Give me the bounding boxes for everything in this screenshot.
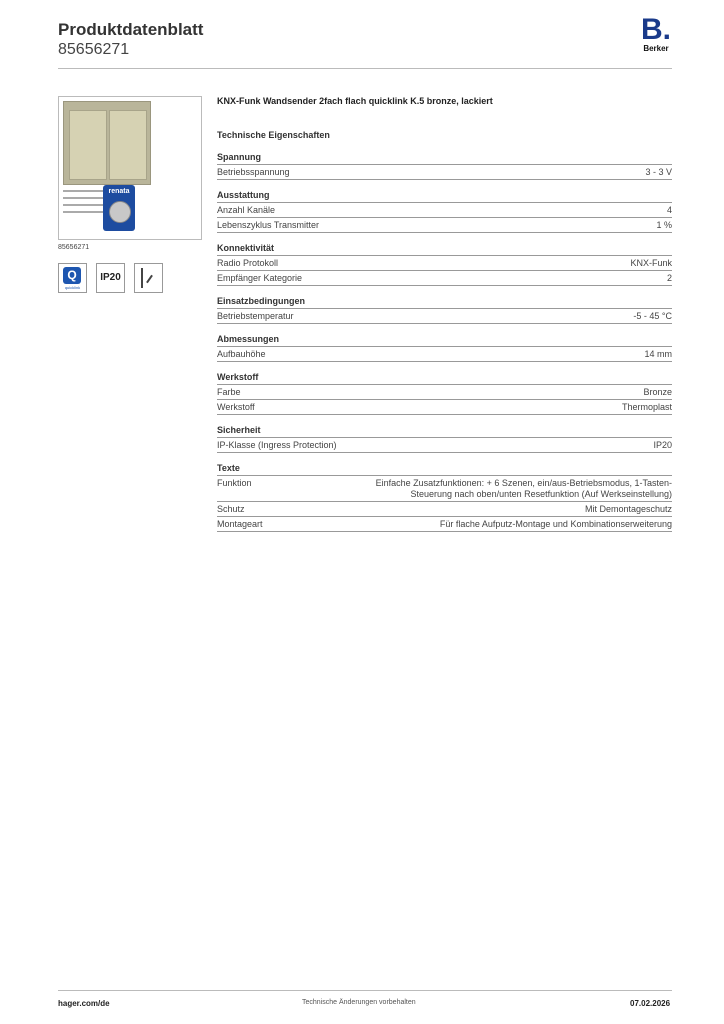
footer-date: 07.02.2026 [630, 999, 671, 1008]
header-divider [58, 68, 672, 69]
property-value: 1 % [656, 220, 672, 230]
battery-brand: renata [108, 188, 130, 195]
property-value: Für flache Aufputz-Montage und Kombinationserweiterung [439, 519, 672, 529]
product-title: KNX-Funk Wandsender 2fach flach quicklink K.5 bronze, lackiert [217, 96, 493, 106]
group-title: Sicherheit [217, 425, 672, 438]
property-value: IP20 [653, 440, 672, 450]
property-row [217, 203, 672, 218]
footer-disclaimer: Technische Änderungen vorbehalten [302, 999, 416, 1006]
property-label: Aufbauhöhe [217, 349, 266, 359]
document-title: Produktdatenblatt [58, 20, 204, 39]
logo-mark: B. [641, 13, 671, 46]
property-label: Betriebstemperatur [217, 311, 294, 321]
property-label: Lebenszyklus Transmitter [217, 220, 320, 230]
property-row [217, 271, 672, 286]
wall-mount-icon [134, 263, 163, 293]
property-label: IP-Klasse (Ingress Protection) [217, 440, 337, 450]
document-header [58, 20, 203, 60]
product-image [58, 96, 202, 240]
property-row [217, 256, 672, 271]
property-row [217, 502, 672, 517]
logo-brand: Berker [643, 44, 669, 53]
property-row [217, 400, 672, 415]
group-title: Ausstattung [217, 190, 672, 203]
article-number: 85656271 [58, 41, 130, 58]
section-heading: Technische Eigenschaften [217, 130, 330, 140]
property-value: Mit Demontageschutz [584, 504, 672, 514]
property-row [217, 517, 672, 532]
property-row [217, 165, 672, 180]
property-label: Werkstoff [217, 402, 255, 412]
property-label: Radio Protokoll [217, 258, 279, 268]
group-title: Einsatzbedingungen [217, 296, 672, 309]
property-value: 2 [666, 273, 672, 283]
berker-logo [638, 13, 674, 54]
property-groups [217, 152, 672, 532]
property-label: Montageart [217, 519, 263, 529]
group-title: Spannung [217, 152, 672, 165]
group-title: Konnektivität [217, 243, 672, 256]
property-row [217, 385, 672, 400]
property-row [217, 347, 672, 362]
property-label: Empfänger Kategorie [217, 273, 303, 283]
property-label: Betriebsspannung [217, 167, 290, 177]
property-value: -5 - 45 °C [633, 311, 672, 321]
battery-coin [109, 201, 131, 223]
properties-content [217, 96, 672, 532]
property-value: 14 mm [644, 349, 672, 359]
footer-divider [58, 990, 672, 991]
image-caption: 85656271 [58, 244, 90, 251]
group-title: Abmessungen [217, 334, 672, 347]
property-label: Anzahl Kanäle [217, 205, 276, 215]
switch-illustration [63, 101, 151, 185]
property-value: 3 - 3 V [645, 167, 672, 177]
property-row [217, 438, 672, 453]
rocker-left [69, 110, 107, 180]
group-title: Werkstoff [217, 372, 672, 385]
group-title: Texte [217, 463, 672, 476]
property-value: 4 [666, 205, 672, 215]
screws-illustration [63, 185, 103, 225]
property-value: Bronze [643, 387, 672, 397]
rocker-right [109, 110, 147, 180]
ip20-icon: IP20 [96, 263, 125, 293]
battery-illustration [103, 185, 135, 231]
quicklink-icon: Q quicklink [58, 263, 87, 293]
property-label: Farbe [217, 387, 241, 397]
property-row [217, 309, 672, 324]
property-row [217, 476, 672, 502]
property-value: Einfache Zusatzfunktionen: + 6 Szenen, ein/aus-Betriebsmodus, 1-Tasten-Steuerung nach oben/unten Resetfunktion (Auf Werkseinstellung) [375, 478, 672, 499]
property-row [217, 218, 672, 233]
property-label: Funktion [217, 478, 252, 488]
property-label: Schutz [217, 504, 245, 514]
property-value: KNX-Funk [630, 258, 672, 268]
footer-website: hager.com/de [58, 999, 110, 1008]
property-value: Thermoplast [621, 402, 672, 412]
